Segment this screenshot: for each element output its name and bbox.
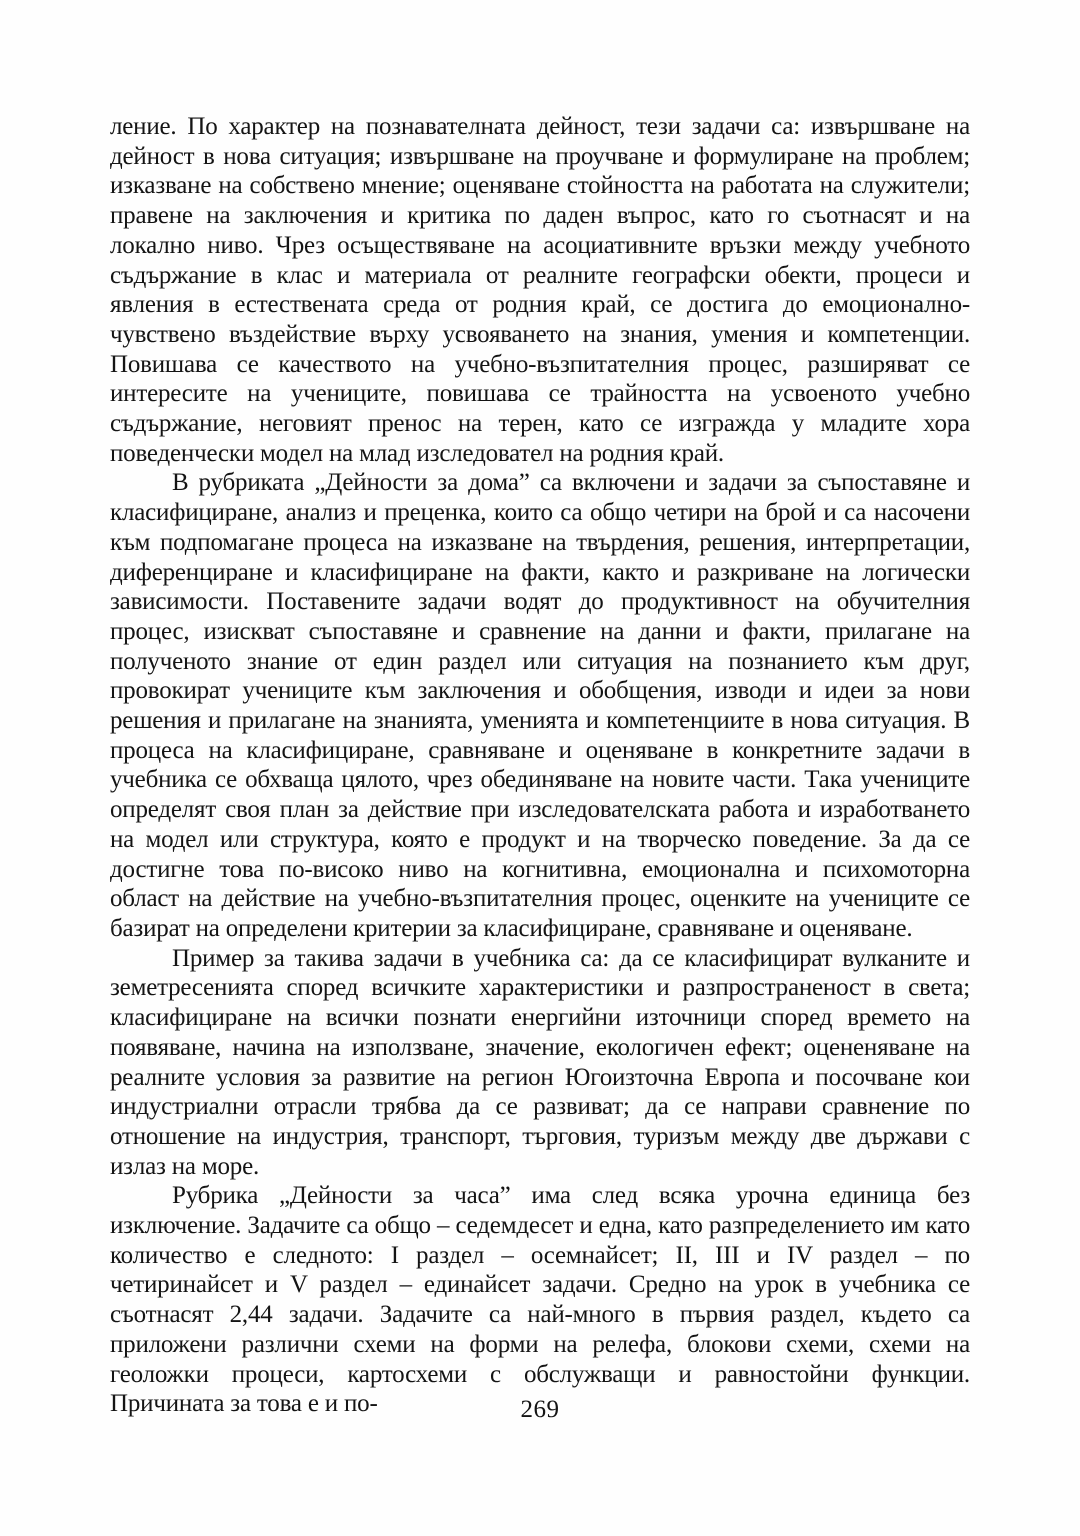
page-number: 269	[520, 1396, 560, 1423]
text-block	[110, 112, 970, 1419]
paragraph-continuation: ление. По характер на познавателната дейност, тези задачи са: извършване на дейност в нова ситуация; извършване на проучване и формулиране на проблем; изказване на собствено мнение; оценяване стойността на работата на служители; правене на заключения и критика по даден въпрос, като го съотнасят и на локално ниво. Чрез осъществяване на асоциативните връзки между учебното съдържание в клас и материала от реалните географски обекти, процеси и явления в естествената среда от родния край, се достига до емоционално-чувствено въздействие върху усвояването на знания, умения и компетенции. Повишава се качеството на учебно-възпитателния процес, разширяват се интересите на учениците, повишава се трайността на усвоеното учебно съдържание, неговият пренос на терен, като се изгражда у младите хора поведенчески модел на млад изследовател на родния край.	[110, 113, 970, 467]
paragraph-activities-home: В рубриката „Дейности за дома” са включени и задачи за съпоставяне и класифициране, анализ и преценка, които са общо четири на брой и са насочени към подпомагане процеса на изказване на твърдения, решения, интерпретации, диференциране и класифициране на факти, както и разкриване на логически зависимости. Поставените задачи водят до продуктивност на обучителния процес, изискват съпоставяне и сравнение на данни и факти, прилагане на полученото знание от един раздел или ситуация на познанието към друг, провокират учениците към заключения и обобщения, изводи и идеи за нови решения и прилагане на знанията, уменията и компетенциите в нова ситуация. В процеса на класифициране, сравняване и оценяване в конкретните задачи в учебника се обхваща цялото, чрез обединяване на новите части. Така учениците определят своя план за действие при изследователската работа и изработването на модел или структура, която е продукт и на творческо поведение. За да се достигне това по-високо ниво на когнитивна, емоционална и психомоторна област на действие на учебно-възпитателния процес, оценките на учениците се базират на определени критерии за класифициране, сравняване и оценяване.	[110, 469, 970, 942]
paragraph-task-examples: Пример за такива задачи в учебника са: да се класифицират вулканите и земетресенията според всичките характеристики и разпространеност в света; класифициране на всички познати енергийни източници според времето на появяване, начина на използване, значение, екологичен ефект; оцененяване на реалните условия за развитие на регион Югоизточна Европа и посочване кои индустриални отрасли трябва да се развиват; да се направи сравнение по отношение на индустрия, транспорт, търговия, туризъм между две държави с излаз на море.	[110, 944, 970, 1180]
paragraph-activities-class: Рубрика „Дейности за часа” има след всяка урочна единица без изключение. Задачите са общо – седемдесет и една, като разпределението им като количество е следното: I раздел – осемнайсет; II, III и IV раздел – по четиринайсет и V раздел – единайсет задачи. Средно на урок в учебника се съотнасят 2,44 задачи. Задачите са най-много в първия раздел, където са приложени различни схеми на форми на релефа, блокови схеми, схеми на геоложки процеси, картосхеми с обслужващи и равностойни функции. Причината за това е и по-	[110, 1182, 970, 1418]
